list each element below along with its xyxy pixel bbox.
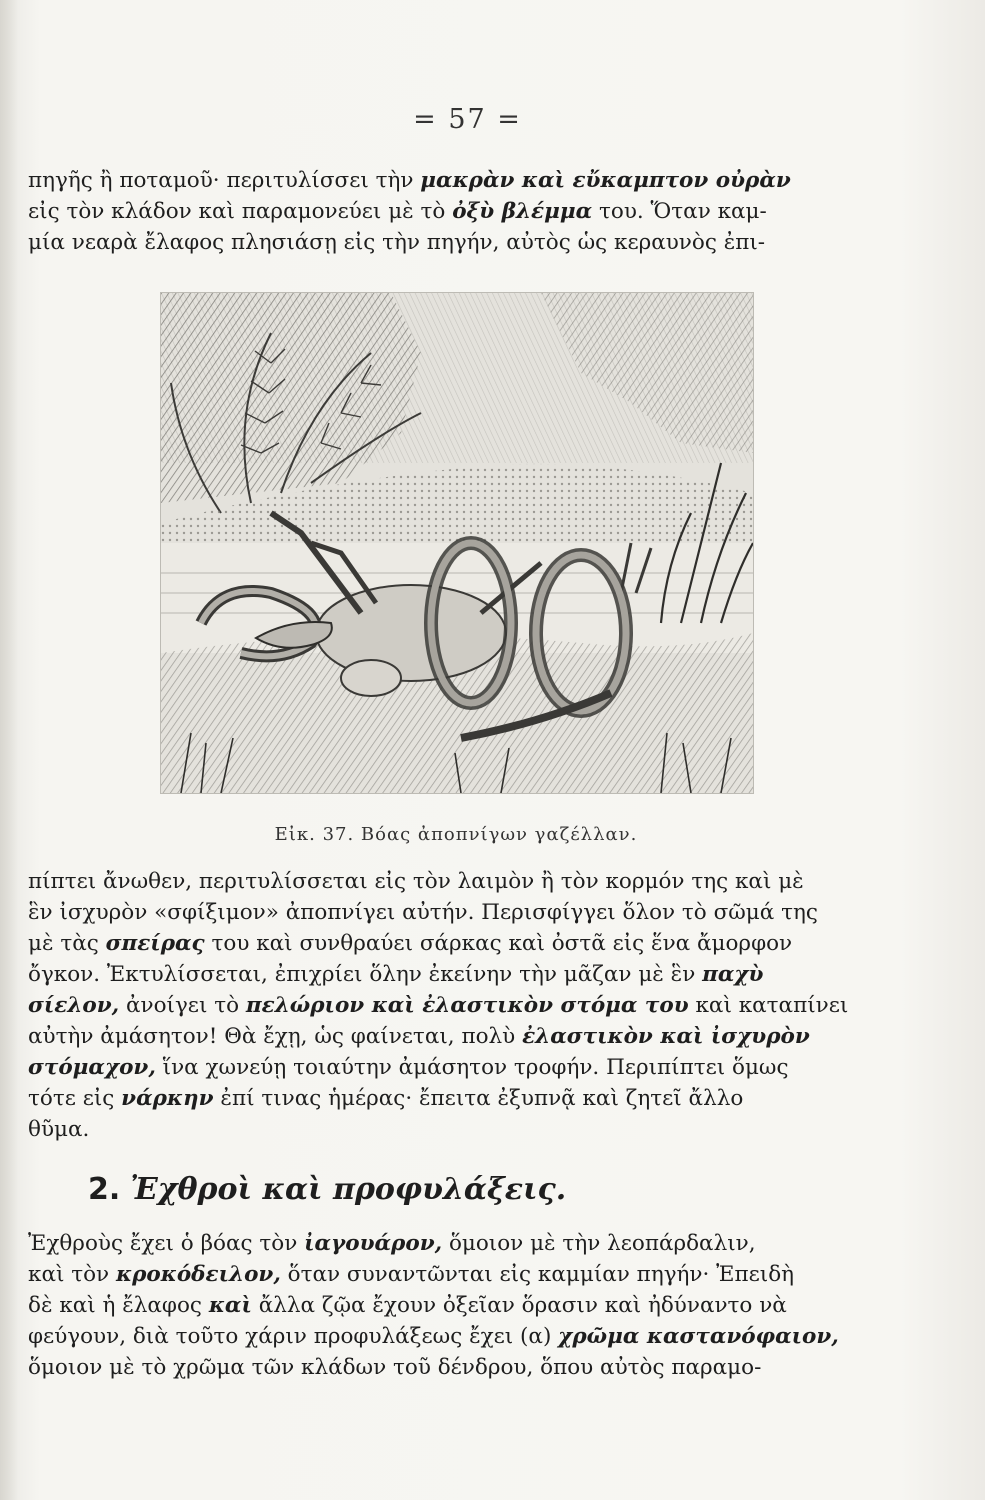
text-line bbox=[28, 1228, 896, 1259]
text-run: καὶ καταπίνει bbox=[688, 993, 849, 1018]
text-line bbox=[28, 165, 896, 196]
text-line bbox=[28, 196, 896, 227]
emphasized-text: πελώριον καὶ ἐλαστικὸν στόμα του bbox=[245, 993, 689, 1018]
text-line bbox=[28, 1259, 896, 1290]
text-run: φεύγουν, διὰ τοῦτο χάριν προφυλάξεως ἔχει (α) bbox=[28, 1324, 559, 1349]
text-run: δὲ καὶ ἡ ἔλαφος bbox=[28, 1293, 209, 1318]
text-run: ὅταν συναντῶνται εἰς καμμίαν πηγήν· Ἐπειδὴ bbox=[280, 1262, 795, 1287]
text-line bbox=[28, 990, 896, 1021]
engraving-illustration bbox=[161, 293, 753, 793]
section-number: 2. bbox=[88, 1172, 121, 1207]
text-run: αὐτὴν ἀμάσητον! Θὰ ἔχῃ, ὡς φαίνεται, πολὺ bbox=[28, 1024, 523, 1049]
text-line bbox=[28, 1083, 896, 1114]
text-line bbox=[28, 897, 896, 928]
paragraph-bottom bbox=[28, 1228, 896, 1383]
emphasized-text: ὀξὺ βλέμμα bbox=[452, 199, 593, 224]
text-line bbox=[28, 1290, 896, 1321]
text-run: ὅμοιον μὲ τὸ χρῶμα τῶν κλάδων τοῦ δένδρου, ὅπου αὐτὸς παραμο- bbox=[28, 1355, 762, 1380]
text-run: του καὶ συνθραύει σάρκας καὶ ὀστᾶ εἰς ἕνα ἄμορφον bbox=[204, 931, 793, 956]
emphasized-text: μακρὰν καὶ εὔκαμπτον οὐρὰν bbox=[420, 168, 791, 193]
figure-caption: Εἰκ. 37. Βόας ἀποπνίγων γαζέλλαν. bbox=[274, 824, 638, 845]
emphasized-text: ἐλαστικὸν καὶ ἰσχυρὸν bbox=[522, 1024, 810, 1049]
text-run: εἰς τὸν κλάδον καὶ παραμονεύει μὲ τὸ bbox=[28, 199, 453, 224]
emphasized-text: καὶ bbox=[208, 1293, 252, 1318]
section-heading bbox=[88, 1172, 566, 1207]
text-line bbox=[28, 959, 896, 990]
text-run: ἄλλα ζῷα ἔχουν ὀξεῖαν ὅρασιν καὶ ἠδύναντο νὰ bbox=[251, 1293, 787, 1318]
text-run: πηγῆς ἢ ποταμοῦ· περιτυλίσσει τὴν bbox=[28, 168, 421, 193]
text-line bbox=[28, 928, 896, 959]
paragraph-middle bbox=[28, 866, 896, 1145]
text-run: θῦμα. bbox=[28, 1117, 90, 1142]
emphasized-text: σπείρας bbox=[105, 931, 205, 956]
paragraph-top bbox=[28, 165, 896, 258]
emphasized-text: ἰαγουάρον, bbox=[304, 1231, 443, 1256]
text-run: τότε εἰς bbox=[28, 1086, 122, 1111]
emphasized-text: σίελον, bbox=[28, 993, 120, 1018]
text-line bbox=[28, 1052, 896, 1083]
emphasized-text: νάρκην bbox=[121, 1086, 214, 1111]
text-line bbox=[28, 866, 896, 897]
text-run: ὅμοιον μὲ τὴν λεοπάρδαλιν, bbox=[442, 1231, 756, 1256]
text-run: ἐπί τινας ἡμέρας· ἔπειτα ἐξυπνᾷ καὶ ζητεῖ ἄλλο bbox=[213, 1086, 744, 1111]
text-run: ἵνα χωνεύῃ τοιαύτην ἀμάσητον τροφήν. Περιπίπτει ὅμως bbox=[155, 1055, 789, 1080]
emphasized-text: κροκόδειλον, bbox=[115, 1262, 281, 1287]
text-run: του. Ὅταν καμ- bbox=[592, 199, 767, 224]
text-run: μὲ τὰς bbox=[28, 931, 106, 956]
emphasized-text: χρῶμα καστανόφαιον, bbox=[558, 1324, 839, 1349]
text-line bbox=[28, 1021, 896, 1052]
page-number: = 57 = bbox=[413, 104, 522, 135]
text-run: ἀνοίγει τὸ bbox=[119, 993, 246, 1018]
text-line bbox=[28, 1114, 896, 1145]
section-title: Ἐχθροὶ καὶ προφυλάξεις. bbox=[130, 1172, 567, 1207]
emphasized-text: παχὺ bbox=[702, 962, 764, 987]
text-line bbox=[28, 1321, 896, 1352]
text-line bbox=[28, 1352, 896, 1383]
text-run: μία νεαρὰ ἔλαφος πλησιάσῃ εἰς τὴν πηγήν, αὐτὸς ὡς κεραυνὸς ἐπι- bbox=[28, 230, 766, 255]
text-line bbox=[28, 227, 896, 258]
text-run: Ἐχθροὺς ἔχει ὁ βόας τὸν bbox=[28, 1231, 305, 1256]
text-run: ἓν ἰσχυρὸν «σφίξιμον» ἀποπνίγει αὐτήν. Περισφίγγει ὅλον τὸ σῶμά της bbox=[28, 900, 818, 925]
text-run: ὄγκον. Ἐκτυλίσσεται, ἐπιχρίει ὅλην ἐκείνην τὴν μᾶζαν μὲ ἓν bbox=[28, 962, 703, 987]
text-run: καὶ τὸν bbox=[28, 1262, 116, 1287]
illustration-boa-strangling-gazelle bbox=[160, 292, 754, 794]
binding-shadow bbox=[0, 0, 18, 1500]
emphasized-text: στόμαχον, bbox=[28, 1055, 156, 1080]
text-run: πίπτει ἄνωθεν, περιτυλίσσεται εἰς τὸν λαιμὸν ἢ τὸν κορμόν της καὶ μὲ bbox=[28, 869, 804, 894]
